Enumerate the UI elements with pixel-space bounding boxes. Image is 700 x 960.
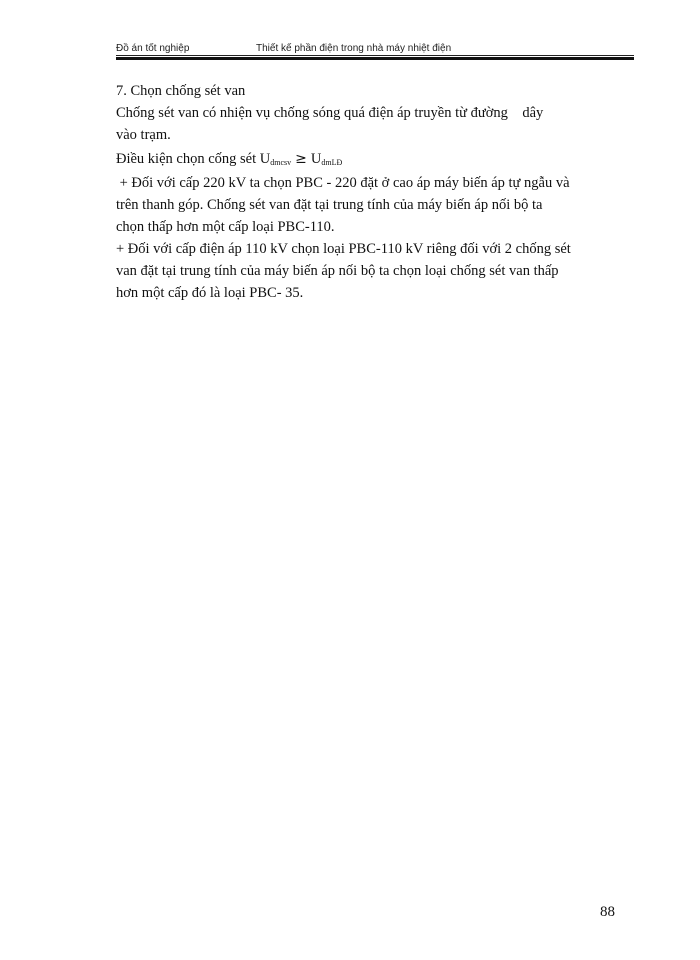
condition-prefix: Điều kiện chọn cống sét U	[116, 151, 271, 167]
body-line: van đặt tại trung tính của máy biến áp nối bộ ta chọn loại chống sét van thấp	[116, 263, 559, 279]
body-line: vào trạm.	[116, 127, 171, 143]
section-heading: 7. Chọn chống sét van	[116, 83, 246, 99]
body-line: trên thanh góp. Chống sét van đặt tại trung tính của máy biến áp nối bộ ta	[116, 197, 543, 213]
condition-u: U	[310, 151, 322, 167]
header-right: Thiết kế phần điện trong nhà máy nhiệt điện	[256, 43, 452, 54]
body-line: + Đối với cấp điện áp 110 kV chọn loại PBC-110 kV riêng đối với 2 chống sét	[116, 241, 571, 257]
body-line: + Đối với cấp 220 kV ta chọn PBC - 220 đặt ở cao áp máy biến áp tự ngẫu và	[116, 175, 570, 191]
page-number: 88	[600, 904, 615, 920]
geq-symbol: ≥	[295, 151, 307, 167]
subscript-dmld: dmLĐ	[321, 158, 343, 167]
body-line: Chống sét van có nhiện vụ chống sóng quá điện áp truyền từ đường dây	[116, 105, 544, 121]
header-rule-thin	[116, 55, 634, 56]
header-rule-thick	[116, 57, 634, 60]
document-body	[116, 80, 636, 304]
body-line: chọn thấp hơn một cấp loại PBC-110.	[116, 219, 335, 235]
subscript-dmcsv: dmcsv	[270, 158, 292, 167]
condition-line	[116, 148, 636, 172]
body-line: hơn một cấp đó là loại PBC- 35.	[116, 285, 304, 301]
header-left: Đồ án tốt nghiệp	[116, 43, 190, 54]
